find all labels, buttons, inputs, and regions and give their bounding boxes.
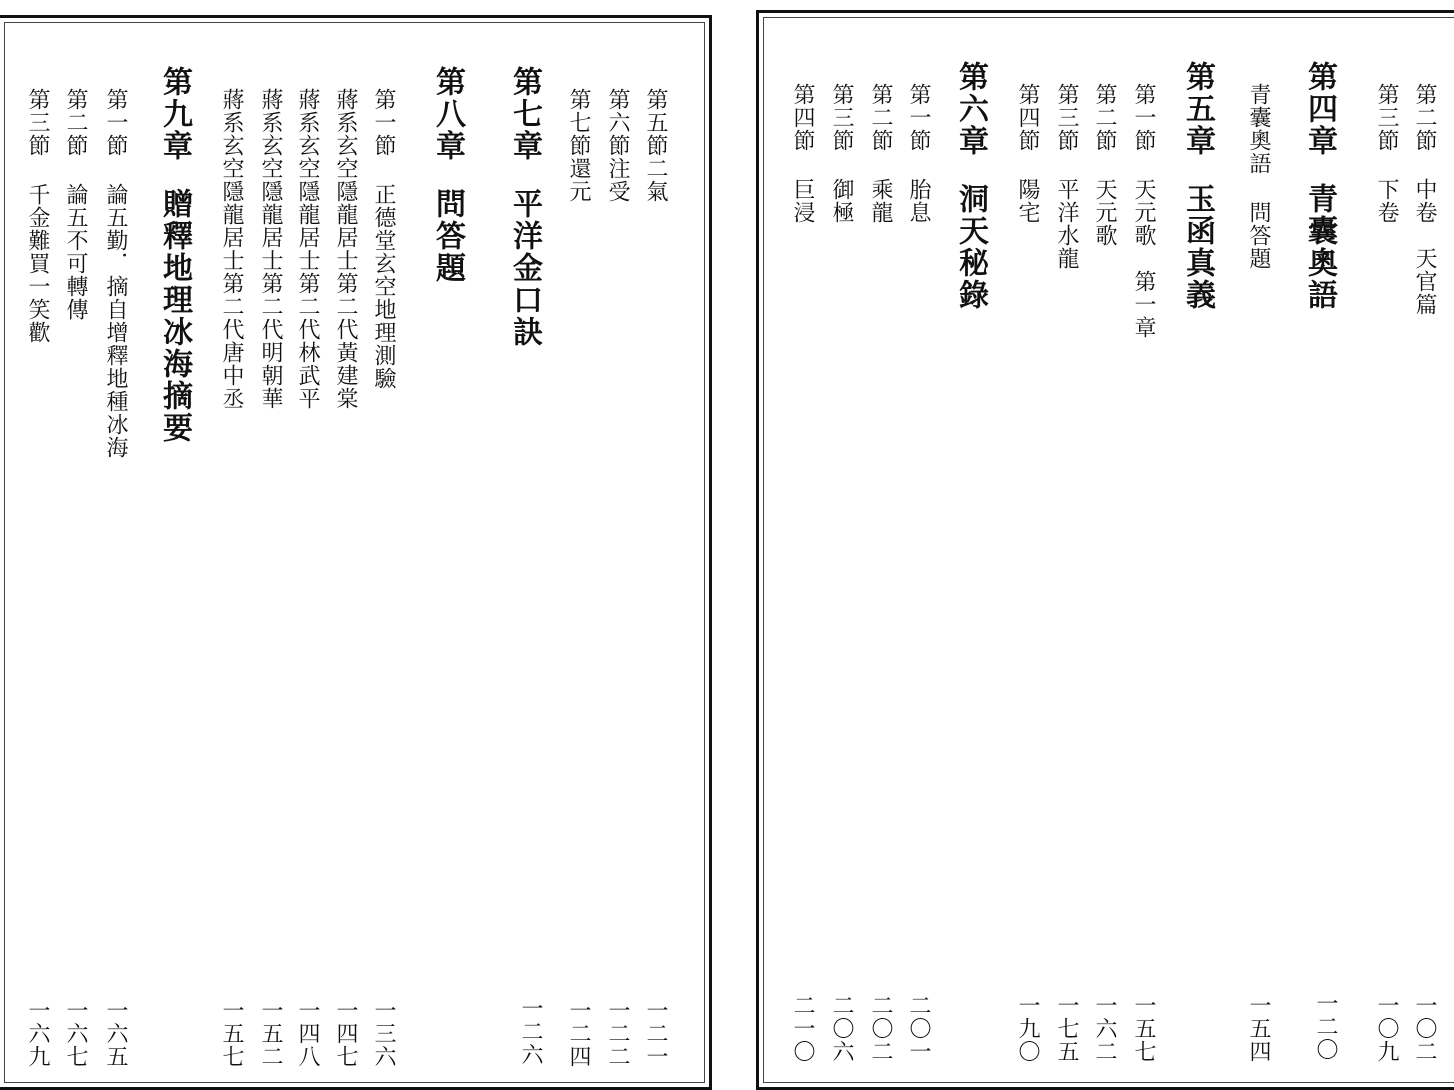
section-title: 中卷 天官篇: [1412, 178, 1437, 316]
toc-entry: [826, 83, 857, 1063]
toc-entry: [1297, 61, 1341, 1061]
page-number: 一六二: [1092, 994, 1117, 1063]
section-title: 陽宅: [1015, 178, 1040, 224]
page-number: 二〇一: [906, 994, 931, 1063]
page-number: 一五七: [1131, 994, 1156, 1063]
toc-entry: [255, 88, 286, 1068]
page-number: 一六五: [103, 999, 128, 1068]
toc-entry: [602, 88, 633, 1068]
chapter-title: 贈釋地理冰海摘要: [157, 188, 192, 444]
toc-entry: [1409, 83, 1440, 1063]
section-label: 第四節: [1015, 83, 1040, 152]
section-title: 論五不可轉傳: [63, 183, 88, 321]
toc-entry: [563, 88, 594, 1068]
toc-entry: [1371, 83, 1402, 1063]
section-label: 第二節: [868, 83, 893, 152]
section-label: 第三節: [25, 88, 50, 157]
chapter-label: 第六章: [953, 61, 988, 157]
chapter-label: 第五章: [1180, 61, 1215, 157]
toc-entry: [1012, 83, 1043, 1063]
chapter-title: 青囊奧語: [1302, 183, 1337, 311]
toc-entry: [100, 88, 131, 1068]
section-label: 第三節: [1054, 83, 1079, 152]
toc-entry: [1128, 83, 1159, 1063]
chapter-label: 第七章: [507, 66, 542, 162]
section-title: 問答題: [1246, 201, 1271, 270]
chapter-title: 玉函真義: [1180, 183, 1215, 311]
section-label: 第二節: [63, 88, 88, 157]
left-page: [0, 15, 712, 1090]
section-label: 青囊奧語: [1246, 83, 1271, 175]
page-number: 一二一: [643, 999, 668, 1068]
page-number: 一二六: [518, 997, 543, 1066]
section-title: 蔣系玄空隱龍居士第二代黃建棠: [333, 88, 358, 410]
section-title: 蔣系玄空隱龍居士第二代唐中丞: [219, 88, 244, 410]
page-number: 一九〇: [1015, 994, 1040, 1063]
section-label: 第五節: [643, 88, 668, 157]
section-label: 第一節: [1131, 83, 1156, 152]
toc-entry: [368, 88, 399, 1068]
toc-entry: [216, 88, 247, 1068]
page-number: 一二二: [605, 999, 630, 1068]
section-label: 第二節: [1412, 83, 1437, 152]
section-label: 第七節: [566, 88, 591, 157]
section-title: 胎息: [906, 178, 931, 224]
chapter-title: 平洋金口訣: [507, 188, 542, 348]
section-label: 第一節: [103, 88, 128, 157]
page-number: 一二〇: [1313, 992, 1338, 1061]
right-page: [756, 10, 1454, 1090]
page-number: 一三六: [371, 999, 396, 1068]
page-number: 一五七: [219, 999, 244, 1068]
toc-entry: [640, 88, 671, 1068]
toc-entry: [1089, 83, 1120, 1063]
toc-entry: [502, 66, 546, 1066]
chapter-title: 問答題: [430, 188, 465, 284]
toc-entry: [22, 88, 53, 1068]
section-title: 蔣系玄空隱龍居士第二代明朝華: [258, 88, 283, 410]
section-title: 下卷: [1374, 178, 1399, 224]
section-label: 第二節: [1092, 83, 1117, 152]
section-title: 巨浸: [790, 178, 815, 224]
toc-entry: [1243, 83, 1274, 1063]
chapter-label: 第四章: [1302, 61, 1337, 157]
toc-entry: [152, 66, 196, 444]
section-title: 千金難買一笑歡: [25, 183, 50, 344]
section-title: 天元歌 第一章: [1131, 178, 1156, 339]
page-number: 一六九: [25, 999, 50, 1068]
toc-entry: [787, 83, 818, 1063]
page-number: 二一〇: [790, 994, 815, 1063]
page-number: 一六七: [63, 999, 88, 1068]
section-title: 正德堂玄空地理測驗: [371, 183, 396, 390]
section-title: 二氣: [643, 157, 668, 203]
toc-entry: [330, 88, 361, 1068]
toc-entry: [425, 66, 469, 284]
toc-entry: [60, 88, 91, 1068]
page-number: 一四八: [295, 999, 320, 1068]
chapter-label: 第九章: [157, 66, 192, 162]
page-number: 一二四: [566, 999, 591, 1068]
section-title: 天元歌: [1092, 178, 1117, 247]
toc-entry: [948, 61, 992, 311]
page-number: 一五四: [1246, 994, 1271, 1063]
section-label: 第六節: [605, 88, 630, 157]
section-title: 蔣系玄空隱龍居士第二代林武平: [295, 88, 320, 410]
page-number: 二〇二: [868, 994, 893, 1063]
section-label: 第四節: [790, 83, 815, 152]
toc-entry: [865, 83, 896, 1063]
section-title: 平洋水龍: [1054, 178, 1079, 270]
toc-entry: [292, 88, 323, 1068]
toc-entry: [1051, 83, 1082, 1063]
chapter-label: 第八章: [430, 66, 465, 162]
page-number: 一〇二: [1412, 994, 1437, 1063]
section-title: 御極: [829, 178, 854, 224]
section-label: 第三節: [829, 83, 854, 152]
toc-entry: [903, 83, 934, 1063]
section-title: 還元: [566, 157, 591, 203]
section-title: 論五勤．摘自增釋地種冰海: [103, 183, 128, 459]
page-number: 二〇六: [829, 994, 854, 1063]
section-label: 第一節: [906, 83, 931, 152]
page-number: 一〇九: [1374, 994, 1399, 1063]
page-number: 一七五: [1054, 994, 1079, 1063]
section-label: 第三節: [1374, 83, 1399, 152]
section-label: 第一節: [371, 88, 396, 157]
page-number: 一四七: [333, 999, 358, 1068]
chapter-title: 洞天秘錄: [953, 183, 988, 311]
page-number: 一五二: [258, 999, 283, 1068]
toc-entry: [1175, 61, 1219, 311]
section-title: 乘龍: [868, 178, 893, 224]
section-title: 注受: [605, 157, 630, 203]
